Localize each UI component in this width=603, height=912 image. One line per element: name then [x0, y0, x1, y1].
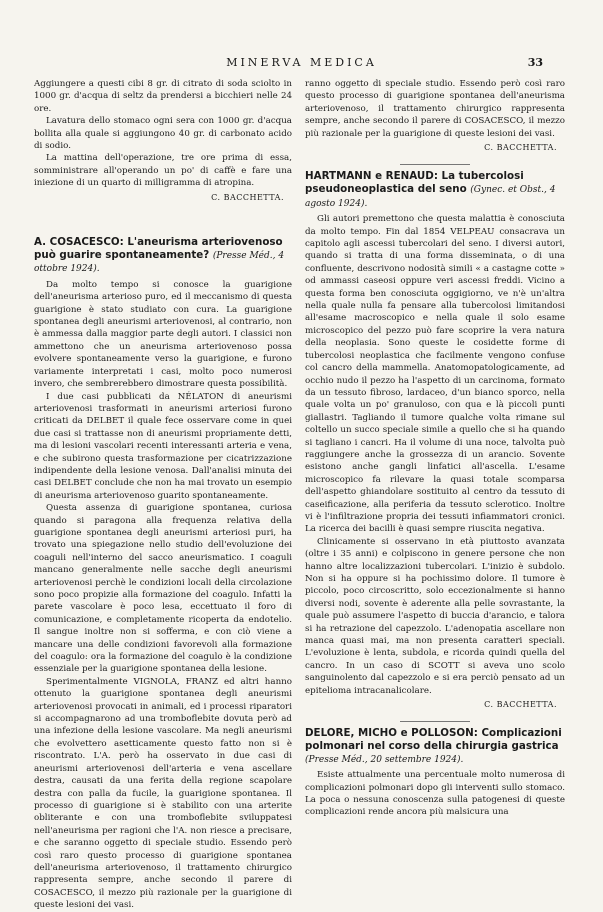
paragraph: Gli autori premettono che questa malattia è conosciuta da molto tempo. Fin dal 1854 VELPEAU consacrava un capitolo agli ascessi tubercolari del seno. I diversi autori, quando si tratta di una forma disseminata, o di una confluente, descrivono nodosità simili « a castagne cotte » od ammassi caseosi oppure veri ascessi freddi. Vicino a questa forma ben conosciuta oggigiorno, ve n'è un'altra nella quale nulla fa pensare alla tubercolosi limitandosi all'esame macroscopico e nella quale il solo esame microscopico del pezzo può fare scoprire la vera natura della neoplasia. Sono queste le cosidette forme di tubercolosi neoplastica che facilmente vengono confuse col cancro della mammella. Anatomopatologicamente, ad occhio nudo il pezzo ha l'aspetto di un carcinoma, formato da un tessuto fibroso, lardaceo, d'un bianco sporco, nella quale volta un po' granuloso, con qua e là piccoli punti giallastri. Tagliando il tumore qualche volta rimane sul coltello un succo speciale simile a quello che si ha quando si tagliano i cancri. Ha il volume di una noce, talvolta può raggiungere anche la grossezza di un arancio. Sovente esistono anche gangli linfatici all'ascella. L'esame microscopico fa rilevare la quasi totale scomparsa dell'aspetto ghiandolare sostituito al centro da tessuto di caseificazione, alla periferia da tessuto sclerotico. Inoltre vi è l'infiltrazione propria dei tessuti infiammatori cronici. La ricerca dei bacilli è quasi sempre riuscita negativa.: [305, 214, 565, 535]
author-signature: C. BACCHETTA.: [484, 143, 557, 153]
article-title-text: DELORE, MICHO e POLLOSON: Complicazioni polmonari nel corso della chirurgia gastrica: [305, 727, 562, 753]
article-title-text: HARTMANN e RENAUD: La tubercolosi pseudoneoplastica del seno: [305, 170, 524, 196]
page-number: 33: [527, 56, 543, 69]
separator-rule: [400, 164, 470, 165]
paragraph: I due casi pubblicati da NÉLATON di aneurismi arteriovenosi trasformati in aneurismi arteriosi furono criticati da DELBET il quale fece osservare come in quei due casi si trattasse non di aneurismi propriamente detti, ma di lesioni vascolari recenti interessanti arteria e vena, e che subirono questa trasformazione per cicatrizzazione indipendente della lesione venosa. Dall'analisi minuta dei casi DELBET conclude che non ha mai trovato un esempio di aneurisma arteriovenoso guarito spontaneamente.: [34, 391, 292, 501]
article-source: (Presse Méd., 4 ottobre 1924).: [34, 250, 285, 275]
article-title: [34, 236, 292, 276]
running-title: MINERVA MEDICA: [226, 56, 377, 69]
paragraph: Clinicamente si osservano in età piuttosto avanzata (oltre i 35 anni) e colpiscono in genere persone che non hanno altre localizzazioni tubercolari. L'inizio è subdolo. Non si ha oppure si ha pochissimo dolore. Il tumore è piccolo, poco circoscritto, solo eccezionalmente si hanno diversi nodi, sovente è aderente alla pelle sovrastante, la quale può assumere l'aspetto di buccia d'arancio, e talora si ha retrazione del capezzolo. L'adenopatia ascellare non manca quasi mai, ma non presenta caratteri speciali. L'evoluzione è lenta, subdola, e ricorda quindi quella del cancro. In un caso di SCOTT si aveva uno scolo sanguinolento dal capezzolo e si era perciò pensato ad un epitelioma intracanalicolare.: [305, 536, 565, 696]
paragraph: ranno oggetto di speciale studio. Essendo però così raro questo processo di guarigione spontanea dell'aneurisma arteriovenoso, il trattamento chirurgico rappresenta sempre, anche secondo il parere di COSACESCO, il mezzo più razionale per la guarigione di queste lesioni dei vasi.: [305, 79, 565, 139]
author-signature: C. BACCHETTA.: [211, 192, 284, 202]
article-title-text: A. COSACESCO: L'aneurisma arteriovenoso può guarire spontaneamente?: [34, 236, 283, 261]
paragraph: Esiste attualmente una percentuale molto numerosa di complicazioni polmonari dopo gli interventi sullo stomaco. La poca o nessuna conoscenza sulla patogenesi di queste complicazioni rende ancora più malsicura una: [305, 770, 565, 818]
paragraph: La mattina dell'operazione, tre ore prima di essa, somministrare all'operando un po' di caffè e fare una iniezione di un quarto di milligramma di atropina.: [34, 153, 292, 189]
article-title: [305, 727, 565, 766]
paragraph: Sperimentalmente VIGNOLA, FRANZ ed altri hanno ottenuto la guarigione spontanea degli aneurismi arteriovenosi provocati in animali, ed i processi riparatori si accompagnarono ad una tromboflebite dovuta però ad una infezione della lesione vascolare. Ma negli aneurismi che evolvettero asetticamente questo fatto non si è riscontrato. L'A. però ha osservato in due casi di aneurismi arteriovenosi dell'arteria e vena ascellare destra, causati da una ferita della regione scapolare destra con palla da fucile, la guarigione spontanea. Il processo di guarigione si è stabilito con una arterite obliterante e con una tromboflebite sviluppatesi nell'aneurisma per ragioni che l'A. non riesce a precisare, e che saranno oggetto di speciale studio. Essendo però così raro questo processo di guarigione spontanea dell'aneurisma arteriovenoso, il trattamento chirurgico rappresenta sempre, anche secondo il parere di COSACESCO, il mezzo più razionale per la guarigione di queste lesioni dei vasi.: [34, 676, 292, 911]
paragraph: Questa assenza di guarigione spontanea, curiosa quando si paragona alla frequenza relativa della guarigione spontanea degli aneurismi arteriosi puri, ha trovato una spiegazione nello studio dell'evoluzione dei coaguli nell'interno del sacco aneurismatico. I coaguli mancano generalmente nelle sacche degli aneurismi arteriovenosi perchè le condizioni locali della circolazione sono poco propizie alla formazione del coagulo. Infatti la parete vascolare è poco lesa, eccettuato il foro di comunicazione, e completamente ricoperta da endotelio. Il sangue inoltre non si sofferma, e con ciò viene a mancare una delle condizioni favorevoli alla formazione del coagulo: ora la formazione del coagulo è la condizione essenziale per la guarigione spontanea della lesione.: [34, 503, 292, 675]
page-header: [0, 56, 603, 72]
article-source: (Gynec. et Obst., 4 agosto 1924).: [305, 185, 556, 209]
separator-rule: [400, 721, 470, 722]
paragraph: Lavatura dello stomaco ogni sera con 1000 gr. d'acqua bollita alla quale si aggiungono 40 gr. di carbonato acido di sodio.: [34, 116, 292, 152]
right-column: [305, 78, 565, 819]
paragraph: Da molto tempo si conosce la guarigione dell'aneurisma arterioso puro, ed il meccanismo di questa guarigione è stato studiato con cura. La guarigione spontanea degli aneurismi arteriovenosi, al contrario, non è ammessa dalla maggior parte degli autori. I classici non ammettono che un aneurisma arteriovenoso possa evolvere spontaneamente verso la guarigione, e furono variamente interpretati i casi, molto poco numerosi invero, che sembrerebbero dimostrare questa possibilità.: [34, 279, 292, 390]
article-source: (Presse Méd., 20 settembre 1924).: [305, 754, 464, 765]
author-signature: C. BACCHETTA.: [484, 700, 557, 710]
paragraph: Aggiungere a questi cibi 8 gr. di citrato di soda sciolto in 1000 gr. d'acqua di seltz da prendersi a bicchieri nelle 24 ore.: [34, 79, 292, 114]
article-title: [305, 170, 565, 210]
left-column: [34, 78, 292, 912]
